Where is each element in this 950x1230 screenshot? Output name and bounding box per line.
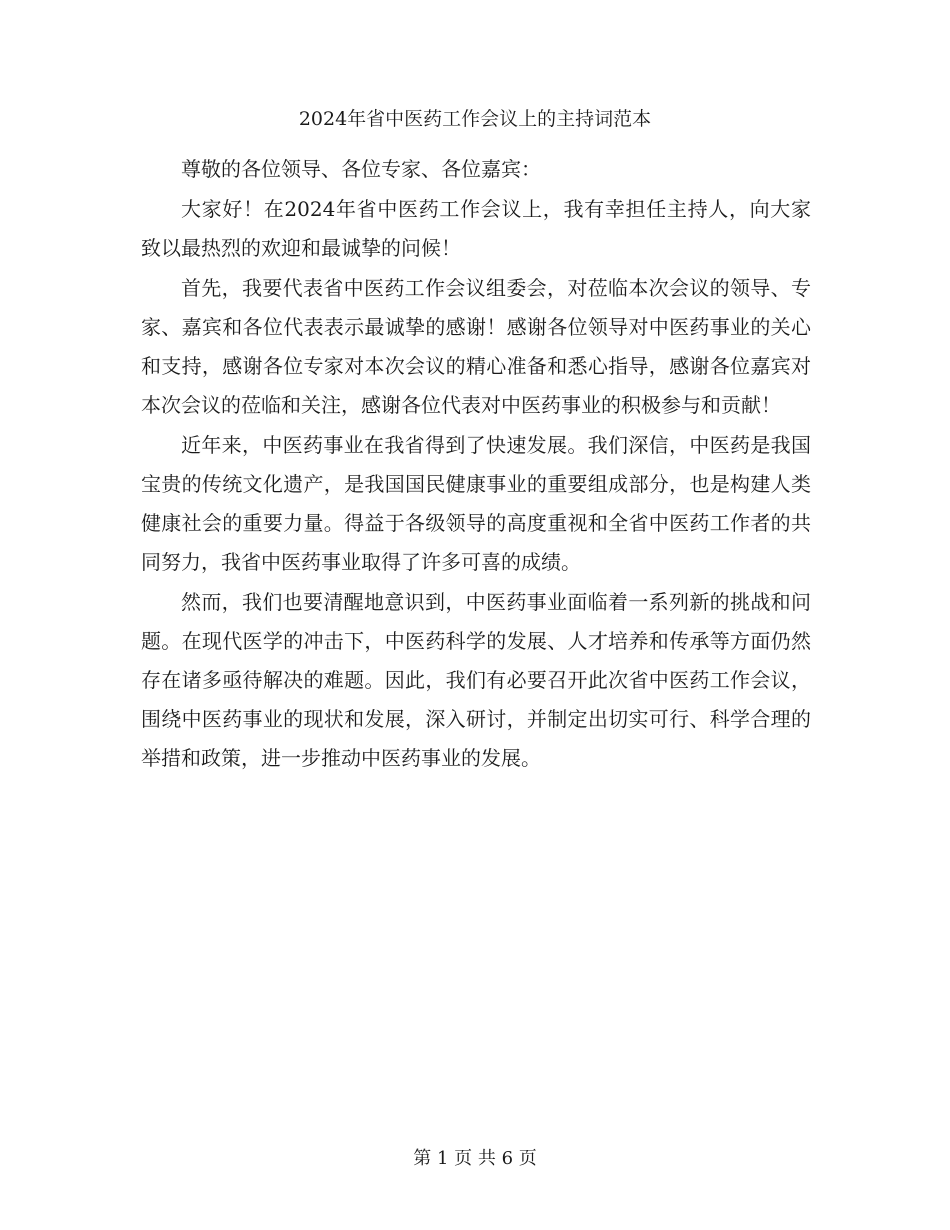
salutation-paragraph: 尊敬的各位领导、各位专家、各位嘉宾： (181, 157, 541, 181)
document-title: 2024年省中医药工作会议上的主持词范本 (298, 108, 652, 130)
challenges-paragraph: 然而，我们也要清醒地意识到，中医药事业面临着一系列新的挑战和问题。在现代医学的冲击下，中医药科学的发展、人才培养和传承等方面仍然存在诸多亟待解决的难题。因此，我们有必要召开此次省中医药工作会议，围绕中医药事业的现状和发展，深入研讨，并制定出切实可行、科学合理的举措和政策，进一步推动中医药事业的发展。 (141, 590, 811, 770)
document-body (141, 150, 811, 779)
page-number: 第 1 页 共 6 页 (413, 1148, 537, 1169)
thanks-paragraph: 首先，我要代表省中医药工作会议组委会，对莅临本次会议的领导、专家、嘉宾和各位代表表示最诚挚的感谢！感谢各位领导对中医药事业的关心和支持，感谢各位专家对本次会议的精心准备和悉心指导，感谢各位嘉宾对本次会议的莅临和关注，感谢各位代表对中医药事业的积极参与和贡献！ (141, 276, 811, 417)
greeting-paragraph: 大家好！在2024年省中医药工作会议上，我有幸担任主持人，向大家致以最热烈的欢迎和最诚挚的问候！ (141, 197, 811, 260)
development-paragraph: 近年来，中医药事业在我省得到了快速发展。我们深信，中医药是我国宝贵的传统文化遗产，是我国国民健康事业的重要组成部分，也是构建人类健康社会的重要力量。得益于各级领导的高度重视和全省中医药工作者的共同努力，我省中医药事业取得了许多可喜的成绩。 (141, 433, 811, 574)
